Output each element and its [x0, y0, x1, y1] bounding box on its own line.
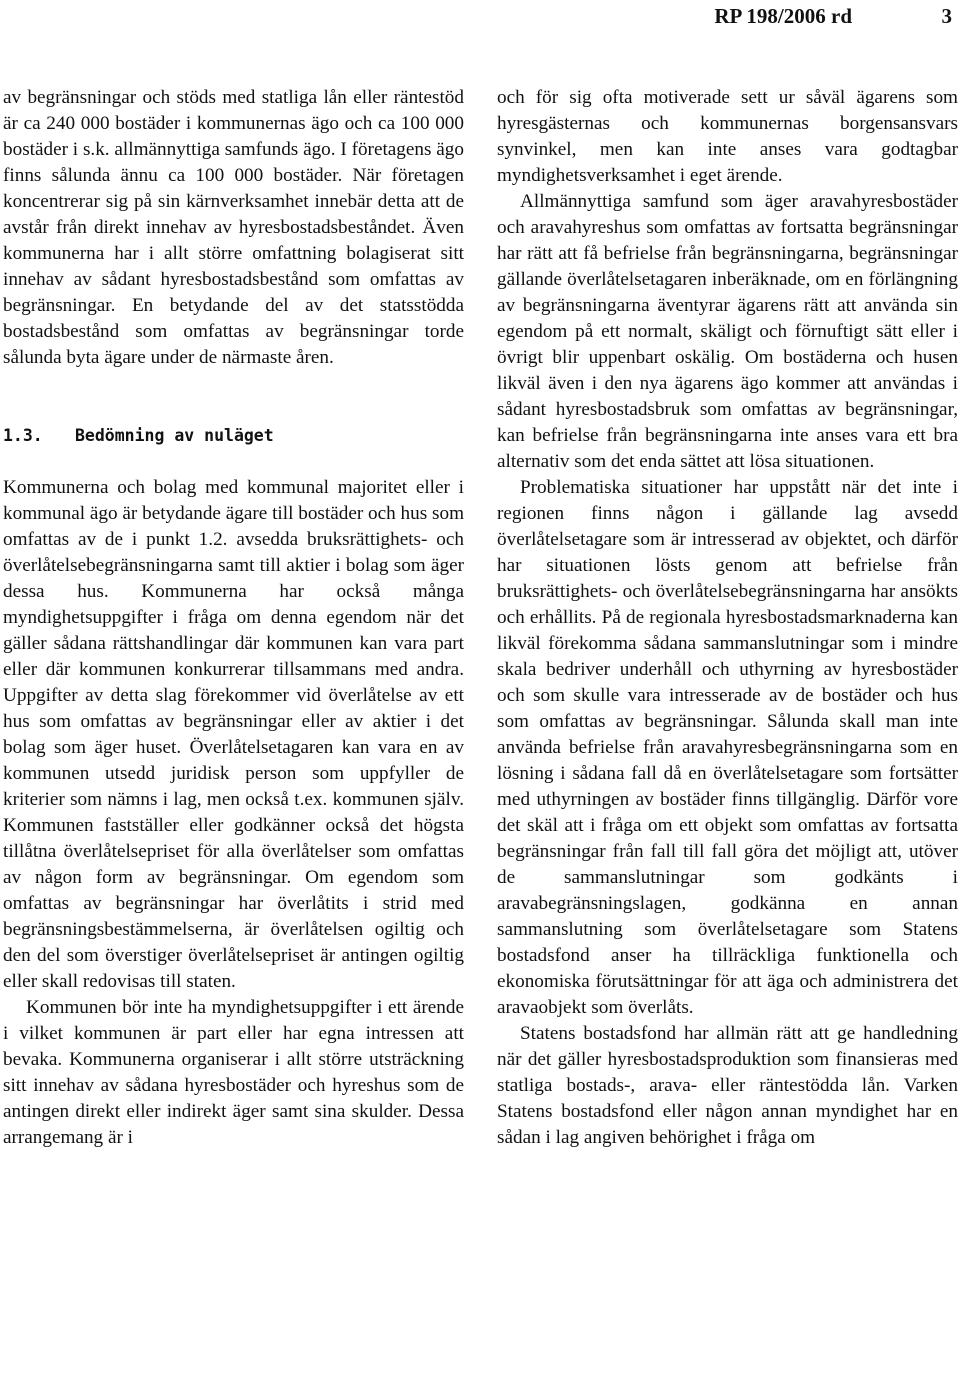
section-title: Bedömning av nuläget: [75, 426, 274, 445]
page-number: 3: [941, 4, 952, 28]
running-title: RP 198/2006 rd: [714, 4, 852, 28]
right-column: [497, 85, 958, 1151]
paragraph: Problematiska situationer har uppstått när det inte i regionen finns någon i gällande lag avsedd överlåtelsetagare som är intresserad av objektet, och därför har situationen lösts genom att befrielse från bruksrättighets- och överlåtelsebegränsningarna har ansökts och erhållits. På de regionala hyresbostadsmarknaderna kan likväl förekomma sådana sammanslutningar som i mindre skala bedriver underhåll och uthyrning av hyresbostäder och som skulle vara intresserade av de bostäder och hus som omfattas av begränsningar. Sålunda skall man inte använda befrielse från aravahyresbegränsningarna som en lösning i sådana fall då en överlåtelsetagare som fortsätter med uthyrningen av bostäder finns tillgänglig. Därför vore det skäl att i fråga om ett objekt som omfattas av fortsatta begränsningar från fall till fall göra det möjligt att, utöver de sammanslutningar som godkänts i aravabegränsningslagen, godkänna en annan sammanslutning som överlåtelsetagare som Statens bostadsfond anser ha tillräckliga funktionella och ekonomiska förutsättningar för att äga och administrera det aravaobjekt som överlåts.: [497, 477, 958, 1018]
page-header: [0, 0, 960, 40]
paragraph: Allmännyttiga samfund som äger aravahyresbostäder och aravahyreshus som omfattas av fortsatta begränsningar har rätt att få befrielse från begränsningarna, begränsningar gällande överlåtelsetagaren inberäknade, om en förlängning av begränsningarna äventyrar ägarens rätt att använda sin egendom på ett normalt, skäligt och förnuftigt sätt eller i övrigt blir uppenbart oskälig. Om bostäderna och husen likväl även i den nya ägarens ägo kommer att användas i sådant hyresbostadsbruk som omfattas av begränsningar, kan befrielse från begränsningarna inte anses vara ett bra alternativ som det enda sättet att lösa situationen.: [497, 191, 958, 472]
paragraph: av begränsningar och stöds med statliga lån eller räntestöd är ca 240 000 bostäder i kommunernas ägo och ca 100 000 bostäder i s.k. allmännyttiga samfunds ägo. I företagens ägo finns sålunda ännu ca 100 000 bostäder. När företagen koncentrerar sig på sin kärnverksamhet innebär detta att de avstår från direkt innehav av hyresbostadsbeståndet. Även kommunerna har i allt större omfattning bolagiserat sitt innehav av sådant hyresbostadsbestånd som omfattas av begränsningar. En betydande del av det statsstödda bostadsbestånd som omfattas av begränsningar torde sålunda byta ägare under de närmaste åren.: [3, 87, 464, 368]
paragraph: Kommunerna och bolag med kommunal majoritet eller i kommunal ägo är betydande ägare till bostäder och hus som omfattas av de i punkt 1.2. avsedda bruksrättighets- och överlåtelsebegränsningarna samt till aktier i bolag som äger dessa hus. Kommunerna har också många myndighetsuppgifter i fråga om denna egendom när det gäller sådana rättshandlingar där kommunen kan vara part eller där kommunen konkurrerar tillsammans med andra. Uppgifter av detta slag förekommer vid överlåtelse av ett hus som omfattas av begränsningar eller av aktier i det bolag som äger huset. Överlåtelsetagaren kan vara en av kommunen utsedd juridisk person som uppfyller de kriterier som nämns i lag, men också t.ex. kommunen själv. Kommunen fastställer eller godkänner också det högsta tillåtna överlåtelsepriset för alla överlåtelser som omfattas av någon form av begränsningar. Om egendom som omfattas av begränsningar har överlåtits i strid med begränsningsbestämmelserna, är överlåtelsen ogiltig och den del som överstiger överlåtelsepriset är antingen ogiltig eller skall redovisas till staten.: [3, 477, 464, 992]
section-heading: [3, 423, 464, 449]
paragraph: Kommunen bör inte ha myndighetsuppgifter i ett ärende i vilket kommunen är part eller har egna intressen att bevaka. Kommunerna organiserar i allt större utsträckning sitt innehav av sådana hyresbostäder och hyreshus som de antingen direkt eller indirekt äger samt sina skulder. Dessa arrangemang är i: [3, 997, 464, 1148]
paragraph: och för sig ofta motiverade sett ur såväl ägarens som hyresgästernas och kommunernas borgensansvars synvinkel, men kan inte anses vara godtagbar myndighetsverksamhet i eget ärende.: [497, 87, 958, 186]
paragraph: Statens bostadsfond har allmän rätt att ge handledning när det gäller hyresbostadsproduktion som finansieras med statliga bostads-, arava- eller räntestödda lån. Varken Statens bostadsfond eller någon annan myndighet har en sådan i lag angiven behörighet i fråga om: [497, 1023, 958, 1148]
left-column: [3, 85, 464, 1151]
section-number: 1.3.: [3, 426, 43, 445]
